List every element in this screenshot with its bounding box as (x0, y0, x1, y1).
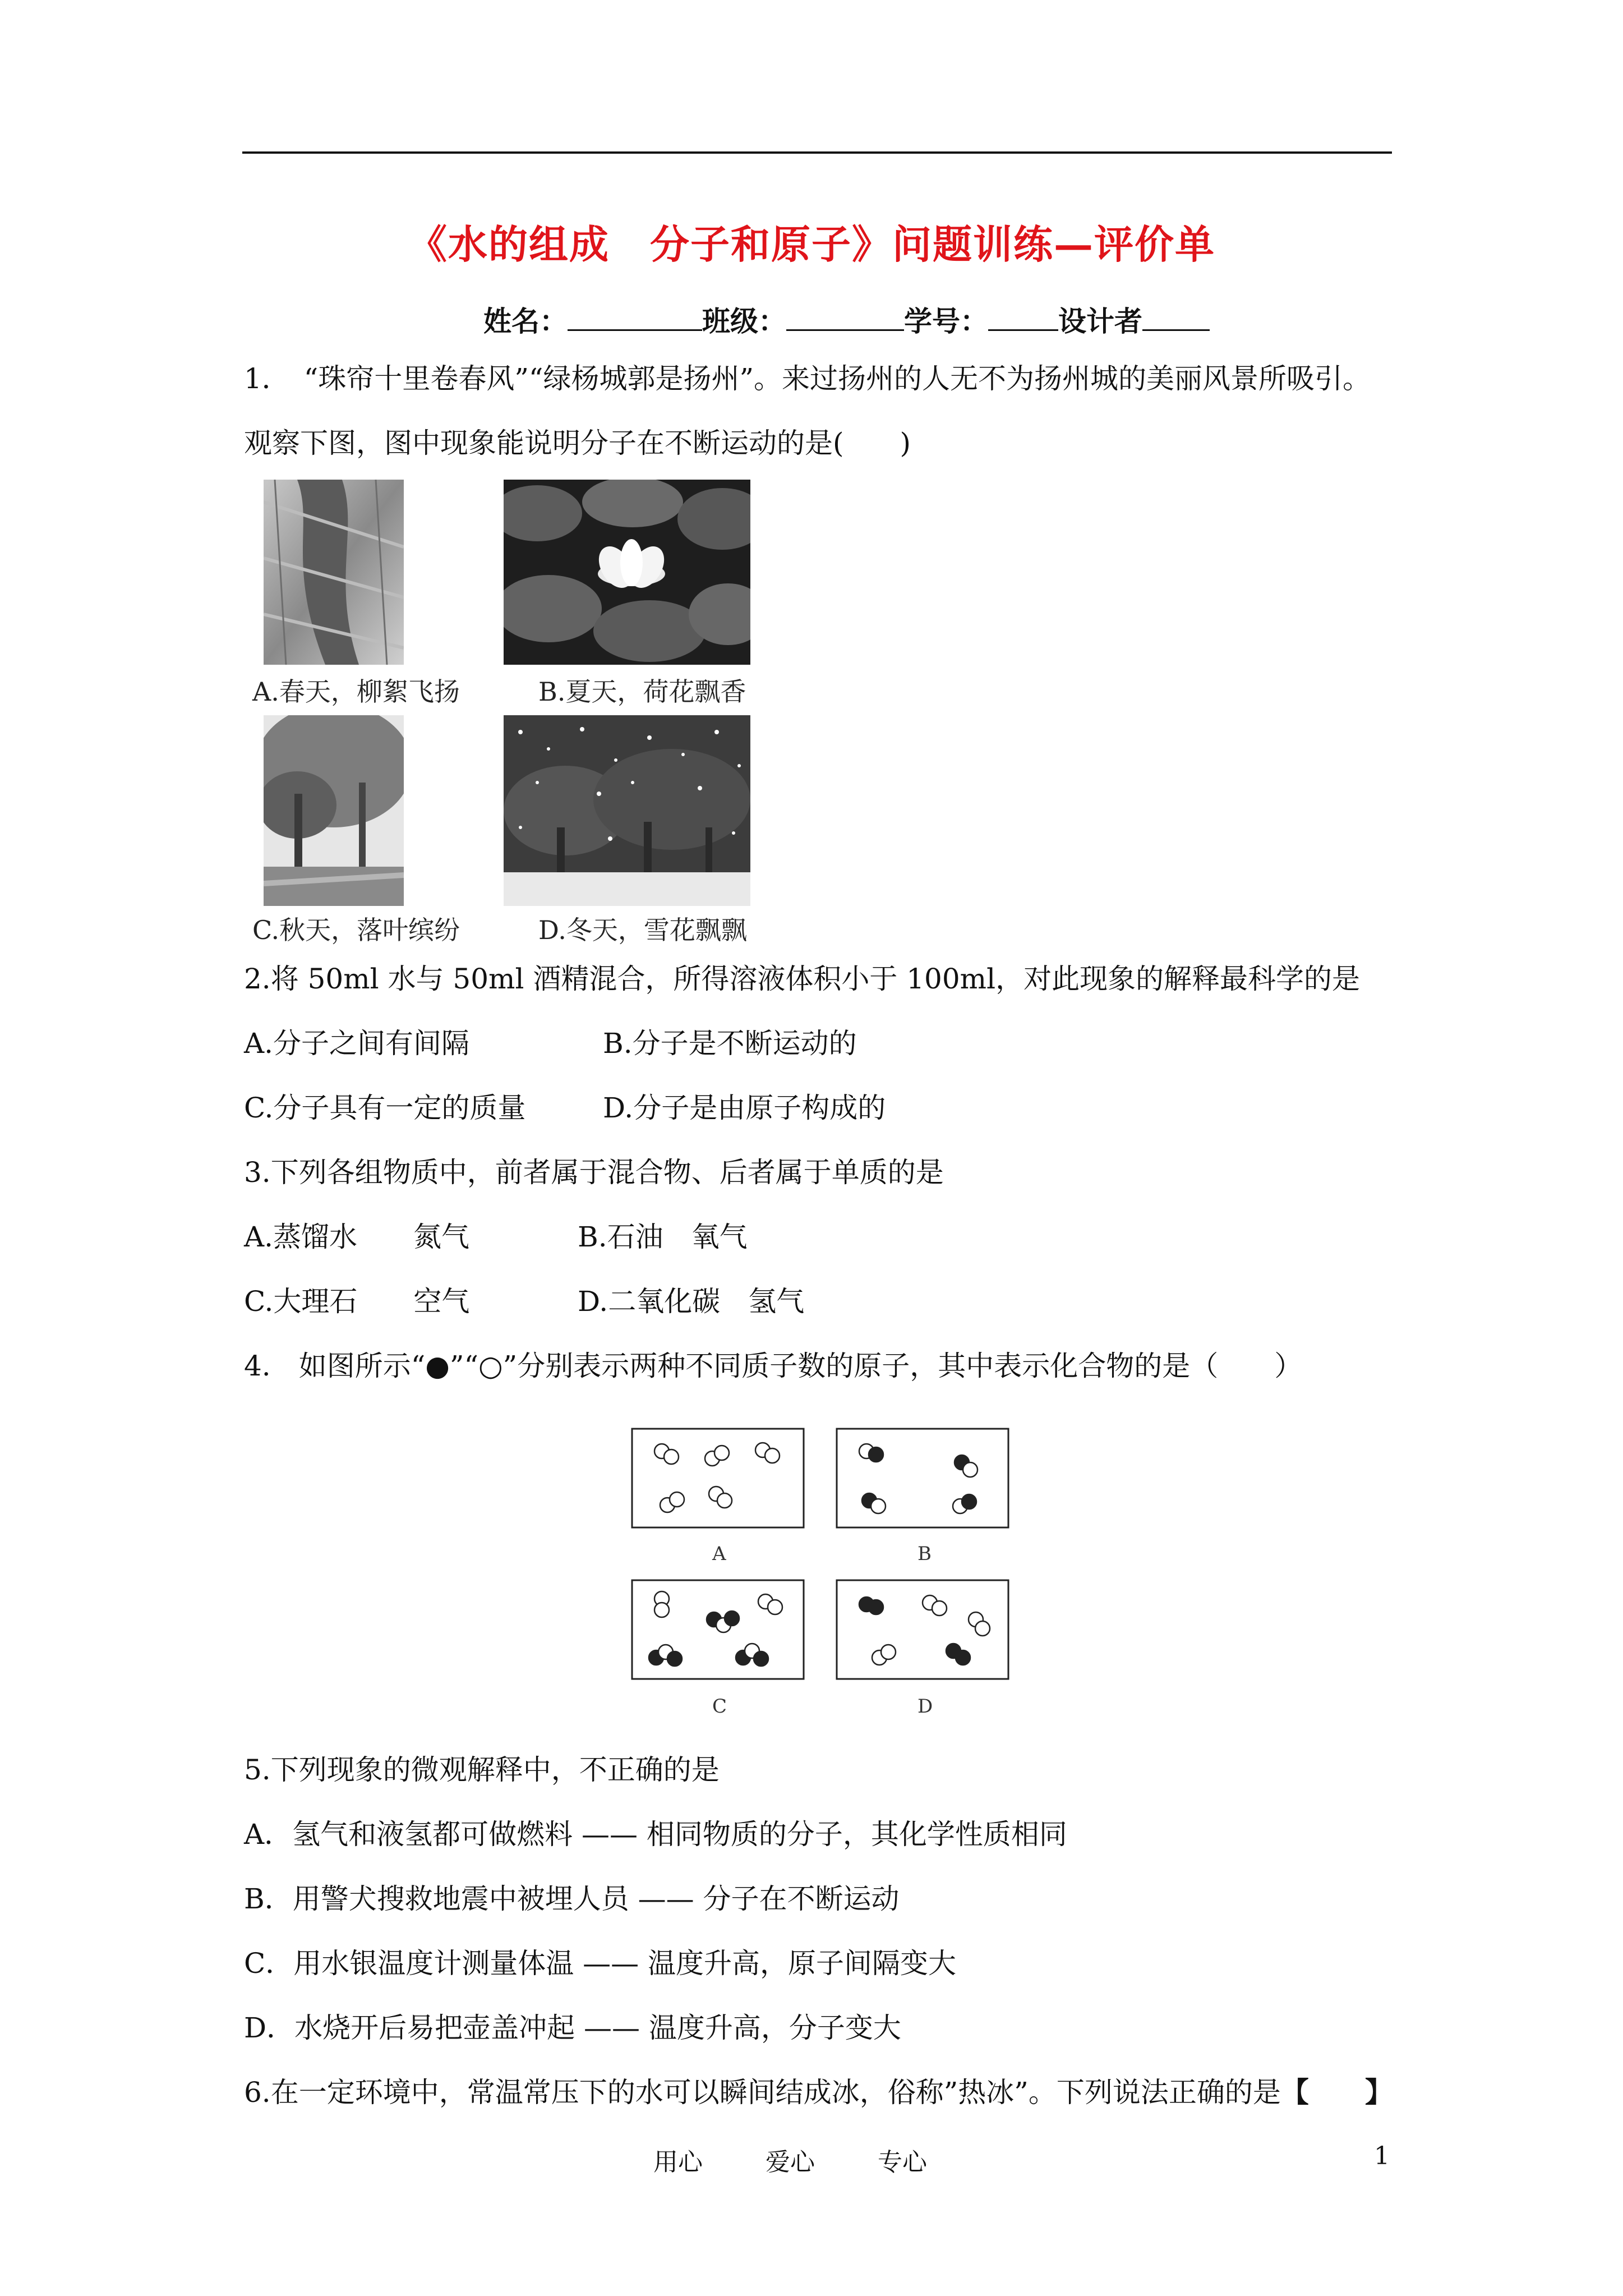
q1-caption-a: A.春天，柳絮飞扬 (252, 677, 460, 707)
photo-winter-snow (504, 715, 750, 906)
q3-option-c: C.大理石 空气 (244, 1285, 470, 1318)
q1-line1: 1． “珠帘十里卷春风”“绿杨城郭是扬州”。来过扬州的人无不为扬州城的美丽风景所吸引。 (244, 362, 1371, 395)
footer-motto-2: 爱心 (766, 2148, 815, 2177)
designer-blank (1142, 305, 1210, 331)
q4-diagram-d (836, 1579, 1009, 1680)
q4-label-a: A (712, 1543, 726, 1565)
q1-caption-d: D.冬天，雪花飘飘 (538, 915, 747, 945)
q2-option-d: D.分子是由原子构成的 (603, 1092, 886, 1124)
class-blank (786, 305, 904, 331)
q5-option-b: B．用警犬搜救地震中被埋人员 —— 分子在不断运动 (244, 1883, 900, 1915)
footer-motto-3: 专心 (878, 2148, 927, 2177)
q1-caption-b: B.夏天，荷花飘香 (538, 677, 746, 707)
photo-autumn-trees (264, 715, 404, 906)
name-label: 姓名： (483, 305, 568, 338)
q5-option-c: C．用水银温度计测量体温 —— 温度升高，原子间隔变大 (244, 1947, 957, 1980)
q6-answer-bracket: 【 】 (1280, 2076, 1393, 2109)
q4-diagram-a (631, 1428, 805, 1529)
q3-option-d: D.二氧化碳 氢气 (578, 1285, 805, 1318)
footer-motto-1: 用心 (653, 2148, 703, 2177)
student-id-label: 学号： (904, 305, 988, 338)
q1-line2: 观察下图，图中现象能说明分子在不断运动的是( ) (244, 427, 911, 459)
q3-option-b: B.石油 氧气 (578, 1221, 748, 1253)
photo-willow-catkins (264, 480, 404, 665)
q4-diagram-b (836, 1428, 1009, 1529)
q4-label-b: B (917, 1543, 932, 1565)
q4-stem: 4. 如图所示“●”“○”分别表示两种不同质子数的原子，其中表示化合物的是（ ） (244, 1350, 1303, 1382)
student-id-blank (988, 305, 1058, 331)
page-number: 1 (1374, 2142, 1390, 2170)
student-info-line (483, 299, 1210, 339)
q4-label-c: C (712, 1695, 727, 1718)
designer-label: 设计者 (1058, 305, 1142, 338)
q5-stem: 5.下列现象的微观解释中，不正确的是 (244, 1754, 720, 1786)
page-title: 《水的组成 分子和原子》问题训练—评价单 (408, 221, 1215, 268)
q2-option-a: A.分子之间有间隔 (244, 1027, 470, 1060)
q4-label-d: D (917, 1695, 933, 1718)
q6-stem-text: 6.在一定环境中，常温常压下的水可以瞬间结成冰，俗称”热冰”。下列说法正确的是 (244, 2076, 1281, 2109)
q6-stem (244, 2076, 1393, 2109)
header-rule (242, 151, 1392, 154)
q3-stem: 3.下列各组物质中，前者属于混合物、后者属于单质的是 (244, 1156, 944, 1189)
q3-option-a: A.蒸馏水 氮气 (244, 1221, 470, 1253)
q5-option-a: A．氢气和液氢都可做燃料 —— 相同物质的分子，其化学性质相同 (244, 1818, 1067, 1851)
class-label: 班级： (702, 305, 786, 338)
q2-stem: 2.将 50ml 水与 50ml 酒精混合，所得溶液体积小于 100ml，对此现象的解释最科学的是 (244, 963, 1361, 995)
q4-diagram-c (631, 1579, 805, 1680)
photo-lotus (504, 480, 750, 665)
q2-option-b: B.分子是不断运动的 (603, 1027, 857, 1060)
name-blank (568, 305, 702, 331)
q2-option-c: C.分子具有一定的质量 (244, 1092, 526, 1124)
q5-option-d: D．水烧开后易把壶盖冲起 —— 温度升高，分子变大 (244, 2012, 901, 2044)
q1-caption-c: C.秋天，落叶缤纷 (252, 915, 460, 945)
